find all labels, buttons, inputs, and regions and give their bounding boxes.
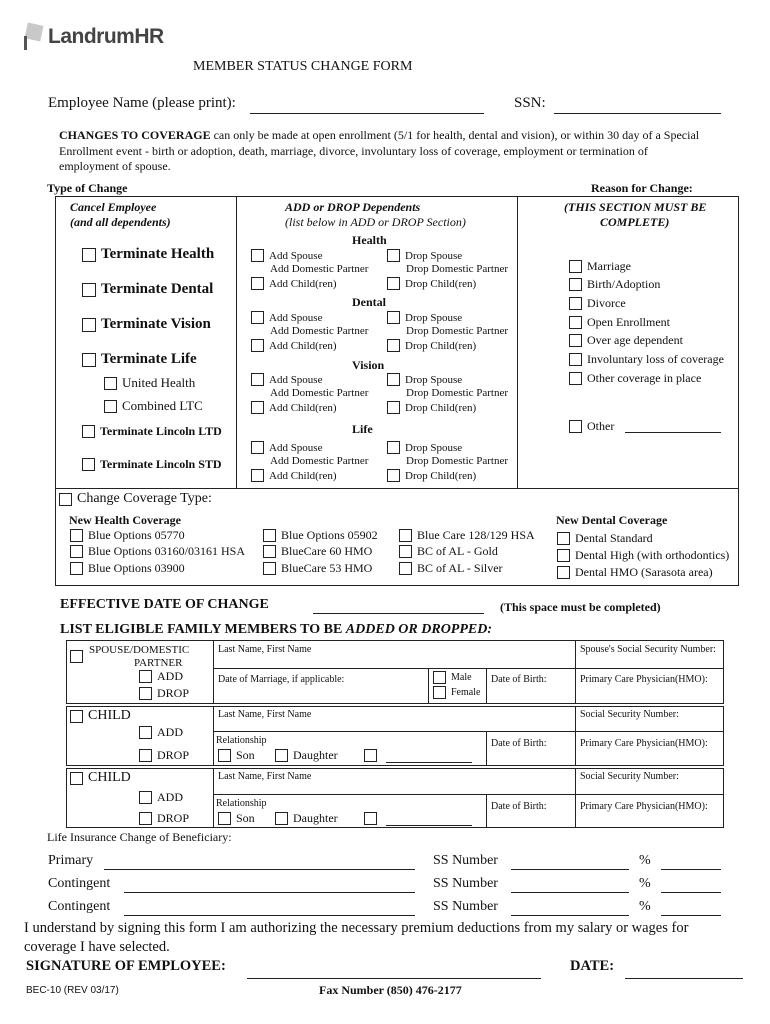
col-divider-1 bbox=[236, 196, 237, 488]
health-option-bcal-silver[interactable] bbox=[399, 561, 503, 576]
child-2-divider-2 bbox=[575, 768, 576, 828]
fax-number: Fax Number (850) 476-2177 bbox=[319, 983, 462, 997]
child-1-daughter-label: Daughter bbox=[293, 748, 338, 762]
beneficiary-contingent-2-label: Contingent bbox=[48, 899, 111, 914]
health-add-spouse-label: Add Spouse bbox=[269, 249, 323, 262]
intro-text-1: can only be made at open enrollment (5/1 for health, dental and vision), or within 30 day of a Special bbox=[210, 128, 700, 142]
health-add-children-label: Add Child(ren) bbox=[269, 277, 337, 290]
reason-other[interactable] bbox=[569, 419, 614, 434]
child-1-row-divider bbox=[213, 731, 724, 732]
health-bluecare53-checkbox[interactable] bbox=[263, 562, 276, 575]
marriage-date-label: Date of Marriage, if applicable: bbox=[218, 674, 345, 685]
child-1[interactable] bbox=[70, 708, 131, 724]
dental-standard-checkbox[interactable] bbox=[557, 532, 570, 545]
combined-ltc-checkbox[interactable] bbox=[104, 400, 117, 413]
dental-hmo-checkbox[interactable] bbox=[557, 566, 570, 579]
intro-line-2: Enrollment event - birth or adoption, death, marriage, divorce, involuntary loss of coverage, employment or termination of bbox=[59, 144, 648, 158]
child-1-checkbox[interactable] bbox=[70, 710, 83, 723]
child-1-other-checkbox[interactable] bbox=[364, 749, 377, 762]
beneficiary-contingent-1-label: Contingent bbox=[48, 876, 111, 891]
life-add-children-label: Add Child(ren) bbox=[269, 469, 337, 482]
new-dental-title: New Dental Coverage bbox=[556, 513, 668, 527]
child-2-add-checkbox[interactable] bbox=[139, 791, 152, 804]
health-03900-label: Blue Options 03900 bbox=[88, 561, 185, 575]
child-2-label: CHILD bbox=[88, 770, 131, 785]
terminate-dental-checkbox[interactable] bbox=[82, 283, 96, 297]
life-add-spouse[interactable] bbox=[251, 441, 322, 454]
members-heading bbox=[60, 622, 492, 638]
child-1-daughter-checkbox[interactable] bbox=[275, 749, 288, 762]
terminate-lincoln-ltd[interactable] bbox=[82, 424, 222, 439]
spouse-divider-2 bbox=[575, 640, 576, 704]
intro-line-1 bbox=[59, 128, 699, 143]
health-bluecare53-label: BlueCare 53 HMO bbox=[281, 561, 373, 575]
dental-add-children[interactable] bbox=[251, 339, 337, 352]
reason-overage-checkbox[interactable] bbox=[569, 334, 582, 347]
spouse-ssn-label: Spouse's Social Security Number: bbox=[580, 644, 716, 655]
child-1-ssn-label: Social Security Number: bbox=[580, 709, 679, 720]
spouse-drop[interactable] bbox=[139, 686, 189, 701]
child-1-pcp-label: Primary Care Physician(HMO): bbox=[580, 738, 708, 749]
change-coverage-checkbox[interactable] bbox=[59, 493, 72, 506]
authorization-line-2: coverage I have selected. bbox=[24, 939, 170, 955]
group-dental-title: Dental bbox=[352, 295, 386, 309]
dental-add-spouse[interactable] bbox=[251, 311, 322, 324]
spouse-male[interactable] bbox=[433, 671, 472, 684]
child-2-drop-checkbox[interactable] bbox=[139, 812, 152, 825]
vision-add-spouse[interactable] bbox=[251, 373, 322, 386]
health-bcal-silver-checkbox[interactable] bbox=[399, 562, 412, 575]
health-add-partner-label: Add Domestic Partner bbox=[270, 263, 369, 275]
dental-add-children-checkbox[interactable] bbox=[251, 339, 264, 352]
child-1-relationship-label: Relationship bbox=[216, 735, 267, 746]
dental-add-partner-label: Add Domestic Partner bbox=[270, 325, 369, 337]
terminate-health[interactable] bbox=[82, 246, 214, 263]
reason-title-1: (THIS SECTION MUST BE bbox=[564, 200, 707, 214]
health-drop-spouse-label: Drop Spouse bbox=[405, 249, 463, 262]
landrumhr-logo bbox=[22, 22, 164, 52]
contingent-1-percent-field[interactable] bbox=[661, 892, 721, 893]
dental-add-spouse-checkbox[interactable] bbox=[251, 311, 264, 324]
reason-involuntary-label: Involuntary loss of coverage bbox=[587, 352, 724, 366]
child-2-daughter-checkbox[interactable] bbox=[275, 812, 288, 825]
vision-drop-children-checkbox[interactable] bbox=[387, 401, 400, 414]
health-option-bcal-gold[interactable] bbox=[399, 544, 498, 559]
form-title: MEMBER STATUS CHANGE FORM bbox=[193, 59, 413, 74]
dental-high-label: Dental High (with orthodontics) bbox=[575, 548, 730, 562]
group-life-title: Life bbox=[352, 422, 373, 436]
vision-drop-children-label: Drop Child(ren) bbox=[405, 401, 477, 414]
cancel-title-2: (and all dependents) bbox=[70, 215, 171, 229]
spouse-name-label: Last Name, First Name bbox=[218, 644, 312, 655]
health-05770-checkbox[interactable] bbox=[70, 529, 83, 542]
life-drop-children-checkbox[interactable] bbox=[387, 469, 400, 482]
contingent-2-ss-label: SS Number bbox=[433, 899, 498, 914]
health-05902-checkbox[interactable] bbox=[263, 529, 276, 542]
child-2[interactable] bbox=[70, 770, 131, 786]
spouse-checkbox[interactable] bbox=[70, 650, 83, 663]
effective-date-label: EFFECTIVE DATE OF CHANGE bbox=[60, 597, 269, 612]
spouse-pcp-label: Primary Care Physician(HMO): bbox=[580, 674, 708, 685]
child-2-checkbox[interactable] bbox=[70, 772, 83, 785]
child-1-drop-label: DROP bbox=[157, 748, 190, 762]
life-drop-partner-label: Drop Domestic Partner bbox=[406, 455, 509, 467]
united-health-label: United Health bbox=[122, 375, 196, 390]
date-field[interactable] bbox=[625, 978, 743, 979]
reason-open-enrollment[interactable] bbox=[569, 315, 670, 330]
vision-drop-spouse-label: Drop Spouse bbox=[405, 373, 463, 386]
terminate-vision-checkbox[interactable] bbox=[82, 318, 96, 332]
child-1-son-checkbox[interactable] bbox=[218, 749, 231, 762]
reason-birth-checkbox[interactable] bbox=[569, 278, 582, 291]
dental-hmo[interactable] bbox=[557, 565, 713, 580]
terminate-life-label: Terminate Life bbox=[101, 351, 197, 367]
reason-involuntary-checkbox[interactable] bbox=[569, 353, 582, 366]
terminate-health-label: Terminate Health bbox=[101, 246, 215, 262]
health-bluecare128-label: Blue Care 128/129 HSA bbox=[417, 528, 535, 542]
health-option-bluecare128[interactable] bbox=[399, 528, 535, 543]
lincoln-ltd-label: Terminate Lincoln LTD bbox=[100, 424, 222, 438]
child-1-drop-checkbox[interactable] bbox=[139, 749, 152, 762]
beneficiary-contingent-2-field[interactable] bbox=[124, 915, 415, 916]
reason-open-label: Open Enrollment bbox=[587, 315, 670, 329]
date-label: DATE: bbox=[570, 958, 615, 974]
spouse-divider bbox=[213, 640, 214, 704]
vision-add-children[interactable] bbox=[251, 401, 337, 414]
change-coverage-label: Change Coverage Type: bbox=[77, 491, 212, 506]
child-1-son-label: Son bbox=[236, 748, 255, 762]
employee-name-label: Employee Name (please print): bbox=[48, 95, 236, 111]
health-drop-children[interactable] bbox=[387, 277, 476, 290]
health-bluecare60-label: BlueCare 60 HMO bbox=[281, 544, 373, 558]
health-bcal-gold-label: BC of AL - Gold bbox=[417, 544, 498, 558]
health-drop-spouse-checkbox[interactable] bbox=[387, 249, 400, 262]
health-drop-children-label: Drop Child(ren) bbox=[405, 277, 477, 290]
combined-ltc-label: Combined LTC bbox=[122, 398, 203, 413]
child-2-son[interactable] bbox=[218, 811, 255, 826]
spouse-dob-label: Date of Birth: bbox=[491, 674, 547, 685]
child-2-divider-3 bbox=[486, 794, 487, 828]
beneficiary-primary-field[interactable] bbox=[104, 869, 415, 870]
child-1-name-label: Last Name, First Name bbox=[218, 709, 312, 720]
spouse-drop-label: DROP bbox=[157, 686, 190, 700]
health-bluecare128-checkbox[interactable] bbox=[399, 529, 412, 542]
add-drop-title-1: ADD or DROP Dependents bbox=[285, 200, 421, 214]
brand-name: LandrumHR bbox=[48, 25, 164, 48]
spouse-add-label: ADD bbox=[157, 669, 183, 683]
life-drop-spouse[interactable] bbox=[387, 441, 462, 454]
reason-other-coverage[interactable] bbox=[569, 371, 701, 386]
vision-drop-spouse-checkbox[interactable] bbox=[387, 373, 400, 386]
members-heading-b: ADDED OR DROPPED: bbox=[345, 622, 493, 637]
life-add-spouse-checkbox[interactable] bbox=[251, 441, 264, 454]
child-1-add-label: ADD bbox=[157, 725, 183, 739]
life-add-children-checkbox[interactable] bbox=[251, 469, 264, 482]
reason-marriage[interactable] bbox=[569, 259, 631, 274]
child-2-son-label: Son bbox=[236, 811, 255, 825]
dental-standard-label: Dental Standard bbox=[575, 531, 653, 545]
spouse-add-checkbox[interactable] bbox=[139, 670, 152, 683]
dental-standard[interactable] bbox=[557, 531, 653, 546]
dental-add-spouse-label: Add Spouse bbox=[269, 311, 323, 324]
spouse-female-label: Female bbox=[451, 687, 481, 698]
reason-other-field[interactable] bbox=[625, 432, 721, 433]
signature-label: SIGNATURE OF EMPLOYEE: bbox=[26, 958, 226, 974]
child-2-divider bbox=[213, 768, 214, 828]
reason-for-change-label: Reason for Change: bbox=[591, 181, 693, 195]
child-2-drop-label: DROP bbox=[157, 811, 190, 825]
health-drop-spouse[interactable] bbox=[387, 249, 462, 262]
life-add-spouse-label: Add Spouse bbox=[269, 441, 323, 454]
health-drop-partner-label: Drop Domestic Partner bbox=[406, 263, 509, 275]
signature-field[interactable] bbox=[247, 978, 541, 979]
lincoln-ltd-checkbox[interactable] bbox=[82, 425, 95, 438]
employee-name-field[interactable] bbox=[250, 113, 484, 114]
spouse-row-divider bbox=[213, 668, 724, 669]
health-03160-label: Blue Options 03160/03161 HSA bbox=[88, 544, 246, 558]
vision-add-spouse-checkbox[interactable] bbox=[251, 373, 264, 386]
child-2-name-label: Last Name, First Name bbox=[218, 771, 312, 782]
child-1-divider-2 bbox=[575, 706, 576, 766]
child-2-relationship-label: Relationship bbox=[216, 798, 267, 809]
life-united-health[interactable] bbox=[104, 375, 195, 391]
child-2-add[interactable] bbox=[139, 790, 183, 805]
intro-bold: CHANGES TO COVERAGE bbox=[59, 128, 211, 142]
ssn-label: SSN: bbox=[514, 95, 546, 111]
child-1-dob-label: Date of Birth: bbox=[491, 738, 547, 749]
child-2-son-checkbox[interactable] bbox=[218, 812, 231, 825]
reason-divorce-checkbox[interactable] bbox=[569, 297, 582, 310]
spouse-label-1: SPOUSE/DOMESTIC bbox=[89, 644, 190, 656]
contingent-2-percent-field[interactable] bbox=[661, 915, 721, 916]
health-option-05902[interactable] bbox=[263, 528, 378, 543]
contingent-1-ss-label: SS Number bbox=[433, 876, 498, 891]
reason-marriage-checkbox[interactable] bbox=[569, 260, 582, 273]
col-divider-2 bbox=[517, 196, 518, 488]
contingent-2-ss-field[interactable] bbox=[511, 915, 629, 916]
life-drop-children-label: Drop Child(ren) bbox=[405, 469, 477, 482]
reason-divorce-label: Divorce bbox=[587, 296, 626, 310]
vision-drop-partner-label: Drop Domestic Partner bbox=[406, 387, 509, 399]
reason-over-age[interactable] bbox=[569, 333, 683, 348]
reason-birth-label: Birth/Adoption bbox=[587, 277, 661, 291]
contingent-1-percent-label: % bbox=[639, 876, 651, 891]
reason-birth-adoption[interactable] bbox=[569, 277, 660, 292]
health-03160-checkbox[interactable] bbox=[70, 545, 83, 558]
health-drop-children-checkbox[interactable] bbox=[387, 277, 400, 290]
primary-percent-field[interactable] bbox=[661, 869, 721, 870]
child-2-dob-label: Date of Birth: bbox=[491, 801, 547, 812]
child-1-other-field[interactable] bbox=[386, 762, 472, 763]
child-2-ssn-label: Social Security Number: bbox=[580, 771, 679, 782]
spouse-label-2: PARTNER bbox=[134, 657, 183, 669]
dental-add-children-label: Add Child(ren) bbox=[269, 339, 337, 352]
logo-mark-icon bbox=[22, 22, 46, 52]
reason-othercov-checkbox[interactable] bbox=[569, 372, 582, 385]
terminate-dental[interactable] bbox=[82, 281, 213, 298]
terminate-lincoln-std[interactable] bbox=[82, 457, 222, 472]
authorization-line-1: I understand by signing this form I am authorizing the necessary premium deductions from my salary or wages for bbox=[24, 920, 689, 936]
child-2-other-checkbox[interactable] bbox=[364, 812, 377, 825]
dental-high[interactable] bbox=[557, 548, 729, 563]
reason-other-checkbox[interactable] bbox=[569, 420, 582, 433]
spouse-divider-3 bbox=[428, 668, 429, 704]
add-drop-title-2: (list below in ADD or DROP Section) bbox=[285, 215, 466, 229]
dental-drop-spouse-label: Drop Spouse bbox=[405, 311, 463, 324]
life-add-children[interactable] bbox=[251, 469, 337, 482]
type-of-change-label: Type of Change bbox=[47, 181, 128, 195]
dental-drop-spouse-checkbox[interactable] bbox=[387, 311, 400, 324]
child-1-add[interactable] bbox=[139, 725, 183, 740]
terminate-vision[interactable] bbox=[82, 316, 211, 333]
vision-add-partner-label: Add Domestic Partner bbox=[270, 387, 369, 399]
reason-involuntary-loss[interactable] bbox=[569, 352, 724, 367]
ssn-field[interactable] bbox=[554, 113, 721, 114]
spouse-male-checkbox[interactable] bbox=[433, 671, 446, 684]
health-add-spouse-checkbox[interactable] bbox=[251, 249, 264, 262]
dental-drop-partner-label: Drop Domestic Partner bbox=[406, 325, 509, 337]
vision-add-children-checkbox[interactable] bbox=[251, 401, 264, 414]
child-1-add-checkbox[interactable] bbox=[139, 726, 152, 739]
life-combined-ltc[interactable] bbox=[104, 398, 203, 414]
dental-high-checkbox[interactable] bbox=[557, 549, 570, 562]
members-heading-a: LIST ELIGIBLE FAMILY MEMBERS TO BE bbox=[60, 622, 346, 637]
united-health-checkbox[interactable] bbox=[104, 377, 117, 390]
beneficiary-label: Life Insurance Change of Beneficiary: bbox=[47, 830, 232, 844]
life-drop-children[interactable] bbox=[387, 469, 476, 482]
terminate-life-checkbox[interactable] bbox=[82, 353, 96, 367]
health-option-bluecare53[interactable] bbox=[263, 561, 372, 576]
child-2-daughter[interactable] bbox=[275, 811, 338, 826]
health-05902-label: Blue Options 05902 bbox=[281, 528, 378, 542]
reason-overage-label: Over age dependent bbox=[587, 333, 683, 347]
effective-date-field[interactable] bbox=[313, 613, 484, 614]
child-1-drop[interactable] bbox=[139, 748, 189, 763]
reason-open-checkbox[interactable] bbox=[569, 316, 582, 329]
child-1-son[interactable] bbox=[218, 748, 255, 763]
cancel-title-1: Cancel Employee bbox=[70, 200, 157, 214]
group-health-title: Health bbox=[352, 233, 387, 247]
terminate-dental-label: Terminate Dental bbox=[101, 281, 214, 297]
dental-drop-children-checkbox[interactable] bbox=[387, 339, 400, 352]
primary-percent-label: % bbox=[639, 853, 651, 868]
life-drop-spouse-label: Drop Spouse bbox=[405, 441, 463, 454]
health-05770-label: Blue Options 05770 bbox=[88, 528, 185, 542]
reason-othercov-label: Other coverage in place bbox=[587, 371, 702, 385]
health-add-spouse[interactable] bbox=[251, 249, 322, 262]
reason-other-label: Other bbox=[587, 419, 615, 433]
dental-drop-spouse[interactable] bbox=[387, 311, 462, 324]
health-add-children[interactable] bbox=[251, 277, 337, 290]
child-2-pcp-label: Primary Care Physician(HMO): bbox=[580, 801, 708, 812]
new-health-title: New Health Coverage bbox=[69, 513, 181, 527]
lincoln-std-label: Terminate Lincoln STD bbox=[100, 457, 222, 471]
dental-drop-children-label: Drop Child(ren) bbox=[405, 339, 477, 352]
child-2-daughter-label: Daughter bbox=[293, 811, 338, 825]
health-option-bluecare60[interactable] bbox=[263, 544, 372, 559]
spouse-male-label: Male bbox=[451, 672, 472, 683]
terminate-life[interactable] bbox=[82, 351, 197, 368]
child-2-drop[interactable] bbox=[139, 811, 189, 826]
child-1-divider bbox=[213, 706, 214, 766]
child-1-divider-3 bbox=[486, 731, 487, 766]
health-bcal-silver-label: BC of AL - Silver bbox=[417, 561, 503, 575]
primary-ss-field[interactable] bbox=[511, 869, 629, 870]
form-id: BEC-10 (REV 03/17) bbox=[26, 985, 119, 996]
intro-line-3: employment of spouse. bbox=[59, 159, 171, 173]
health-bluecare60-checkbox[interactable] bbox=[263, 545, 276, 558]
reason-divorce[interactable] bbox=[569, 296, 626, 311]
reason-marriage-label: Marriage bbox=[587, 259, 631, 273]
dental-drop-children[interactable] bbox=[387, 339, 476, 352]
contingent-1-ss-field[interactable] bbox=[511, 892, 629, 893]
vision-drop-children[interactable] bbox=[387, 401, 476, 414]
lincoln-std-checkbox[interactable] bbox=[82, 458, 95, 471]
group-vision-title: Vision bbox=[352, 358, 385, 372]
health-bcal-gold-checkbox[interactable] bbox=[399, 545, 412, 558]
child-2-row-divider bbox=[213, 794, 724, 795]
terminate-vision-label: Terminate Vision bbox=[101, 316, 211, 332]
health-option-05770[interactable] bbox=[70, 528, 185, 543]
vision-add-children-label: Add Child(ren) bbox=[269, 401, 337, 414]
spouse-drop-checkbox[interactable] bbox=[139, 687, 152, 700]
health-03900-checkbox[interactable] bbox=[70, 562, 83, 575]
beneficiary-contingent-1-field[interactable] bbox=[124, 892, 415, 893]
child-1-daughter[interactable] bbox=[275, 748, 338, 763]
change-coverage-type[interactable] bbox=[59, 491, 212, 507]
beneficiary-primary-label: Primary bbox=[48, 853, 94, 868]
contingent-2-percent-label: % bbox=[639, 899, 651, 914]
child-1-label: CHILD bbox=[88, 708, 131, 723]
primary-ss-label: SS Number bbox=[433, 853, 498, 868]
child-2-add-label: ADD bbox=[157, 790, 183, 804]
vision-drop-spouse[interactable] bbox=[387, 373, 462, 386]
spouse-add[interactable] bbox=[139, 669, 183, 684]
life-add-partner-label: Add Domestic Partner bbox=[270, 455, 369, 467]
health-add-children-checkbox[interactable] bbox=[251, 277, 264, 290]
vision-add-spouse-label: Add Spouse bbox=[269, 373, 323, 386]
spouse-divider-4 bbox=[486, 668, 487, 704]
child-2-other-field[interactable] bbox=[386, 825, 472, 826]
health-option-03160[interactable] bbox=[70, 544, 245, 559]
dental-hmo-label: Dental HMO (Sarasota area) bbox=[575, 565, 713, 579]
spouse-female[interactable] bbox=[433, 686, 480, 699]
spouse-female-checkbox[interactable] bbox=[433, 686, 446, 699]
life-drop-spouse-checkbox[interactable] bbox=[387, 441, 400, 454]
effective-date-note: (This space must be completed) bbox=[500, 600, 661, 614]
terminate-health-checkbox[interactable] bbox=[82, 248, 96, 262]
row-divider bbox=[55, 488, 739, 489]
reason-title-2: COMPLETE) bbox=[600, 215, 670, 229]
health-option-03900[interactable] bbox=[70, 561, 185, 576]
